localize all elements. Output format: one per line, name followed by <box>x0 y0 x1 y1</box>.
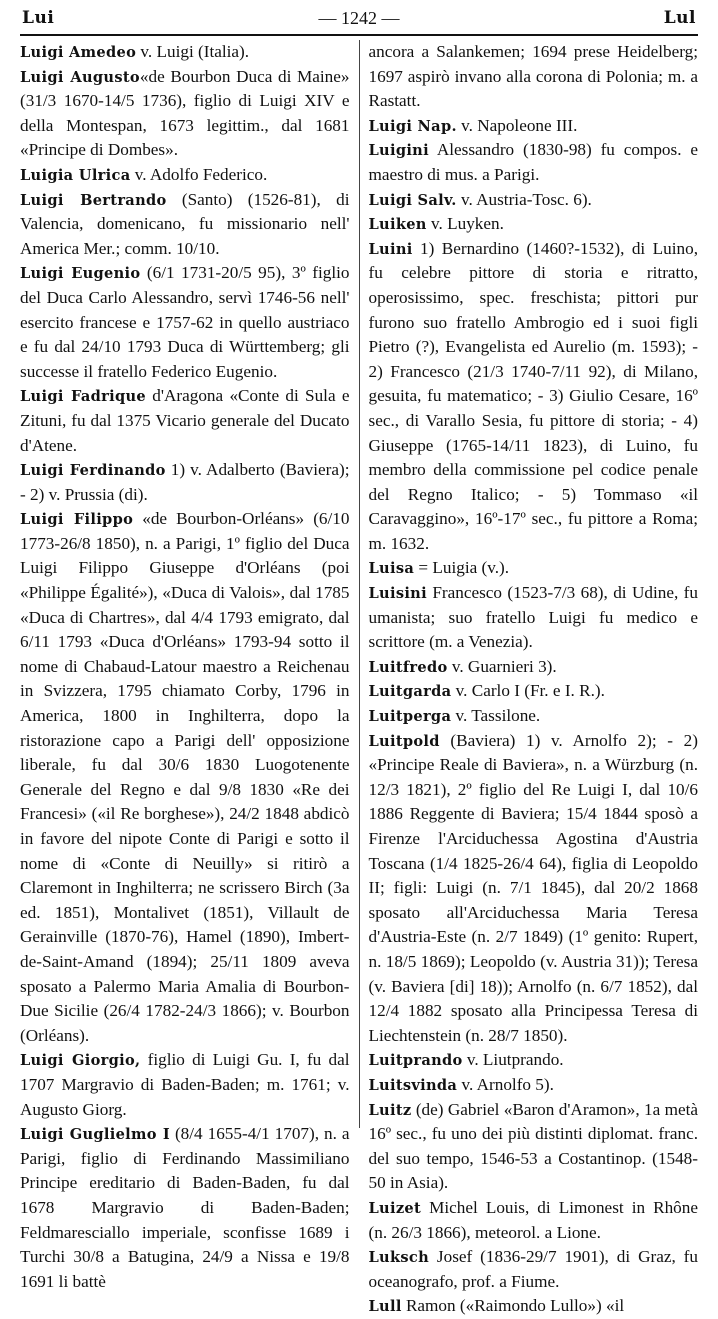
page-header <box>22 4 696 32</box>
entry-headword: Luizet <box>368 1199 422 1217</box>
entry-text: Ramon («Raimondo Lullo») «il <box>401 1296 625 1316</box>
entry-headword: Luigi Guglielmo I <box>20 1126 170 1144</box>
dictionary-entry <box>20 1122 350 1294</box>
dictionary-entry <box>369 237 699 557</box>
entry-headword: Luigi Augusto <box>20 68 140 86</box>
entry-headword: Luigi Giorgio, <box>20 1052 141 1070</box>
entry-text: (Baviera) 1) v. Arnolfo 2); - 2) «Principe Reale di Baviera», n. a Würzburg (n. 12/3 1821), 2º figlio del Re Luigi I, dal 10/6 1886 Reggente di Baviera; 15/4 1844 sposò a Firenze l'Arciduchessa Agostina d'Austria Toscana (1/4 1825-26/4 64), figlia di Leopoldo II; figli: Luigi (n. 7/1 1845), dal 20/2 1868 sposato all'Arciduchessa Maria Teresa d'Austria-Este (n. 2/7 1849) (1º genito: Rupert, n. 18/5 1869); Leopoldo (v. Austria 31)); Teresa (v. Baviera [di] 18)); Arnolfo (n. 6/7 1852), dal 12/4 1882 sposato alla Principessa Teresa di Liechtenstein (n. 28/7 1850). <box>368 730 698 1045</box>
dictionary-entry <box>369 1196 699 1245</box>
entry-headword: Luitgarda <box>368 683 452 701</box>
dictionary-entry <box>369 138 699 187</box>
entry-headword: Luitsvinda <box>368 1076 458 1094</box>
entry-text: v. Napoleone III. <box>456 115 578 135</box>
dictionary-entry <box>369 1098 699 1196</box>
entry-text: v. Austria-Tosc. 6). <box>456 189 592 209</box>
dictionary-entry <box>20 1048 350 1122</box>
dictionary-entry <box>20 65 350 163</box>
entry-text: Michel Louis, di Limonest in Rhône (n. 26/3 1866), meteorol. a Lione. <box>368 1197 698 1242</box>
dictionary-entry <box>20 458 350 507</box>
entry-text: ancora a Salankemen; 1694 prese Heidelberg; 1697 aspirò invano alla corona di Polonia; m. a Rastatt. <box>368 42 698 111</box>
entry-text: v. Luyken. <box>426 214 504 234</box>
dictionary-entry <box>369 1245 699 1294</box>
dictionary-entry <box>20 384 350 458</box>
entry-text: figlio di Luigi Gu. I, fu dal 1707 Margravio di Baden-Baden; m. 1761; v. Augusto Giorg. <box>20 1050 350 1119</box>
entry-headword: Luksch <box>368 1249 429 1267</box>
entry-headword: Luini <box>368 240 413 258</box>
running-head-left: Lui <box>22 8 55 28</box>
dictionary-entry <box>20 188 350 262</box>
entry-text: 1) v. Adalberto (Baviera); - 2) v. Prussia (di). <box>20 460 350 504</box>
entry-text: v. Arnolfo 5). <box>457 1074 554 1094</box>
dictionary-entry <box>369 40 699 114</box>
entry-text: 1) Bernardino (1460?-1532), di Luino, fu celebre pittore di storia e ritratto, operosissimo, spec. freschista; pittori pur furono suo fratello Ambrogio ed i suoi figli Pietro (?), Evangelista ed Aurelio (m. 1593); - 2) Francesco (21/3 1740-7/11 92), di Milano, gesuita, fu matematico; - 3) Giulio Cesare, 16º sec., di Varallo Sesia, fu pittore di storia; - 4) Giuseppe (1765-14/11 1823), di Luino, fu membro della commissione pel codice penale del Regno Italico; - 5) Tommaso «il Caravaggino», 16º-17º sec., fu pittore a Roma; m. 1632. <box>368 238 698 553</box>
dictionary-entry <box>369 1294 699 1319</box>
dictionary-entry <box>20 261 350 384</box>
dictionary-entry <box>369 581 699 655</box>
entry-headword: Luitfredo <box>368 658 448 676</box>
running-head-right: Lul <box>663 8 696 28</box>
entry-text: v. Tassilone. <box>451 706 541 726</box>
dictionary-entry <box>369 188 699 213</box>
entry-headword: Luitz <box>368 1101 412 1119</box>
entry-text: d'Aragona «Conte di Sula e Zituni, fu dal 1375 Vicario generale del Ducato d'Atene. <box>20 386 350 455</box>
entry-headword: Luitperga <box>368 708 452 726</box>
entry-headword: Luitpold <box>368 732 440 750</box>
dictionary-entry <box>20 40 350 65</box>
entry-headword: Luigi Fadrique <box>20 388 146 406</box>
entry-headword: Luitprando <box>368 1052 463 1070</box>
dictionary-columns <box>20 40 698 1316</box>
entry-text: Francesco (1523-7/3 68), di Udine, fu umanista; suo fratello Luigi fu medico e scrittore (m. a Venezia). <box>368 583 698 652</box>
entry-text: = Luigia (v.). <box>414 558 510 578</box>
dictionary-entry <box>369 556 699 581</box>
dictionary-entry <box>20 507 350 1048</box>
entry-headword: Luigi Eugenio <box>20 265 141 283</box>
entry-headword: Luigia Ulrica <box>20 166 131 184</box>
entry-headword: Lull <box>368 1298 402 1316</box>
right-column <box>359 40 699 1316</box>
entry-text: Alessandro (1830-98) fu compos. e maestro di mus. a Parigi. <box>368 140 698 184</box>
entry-text: «de Bourbon Duca di Maine» (31/3 1670-14/5 1736), figlio di Luigi XIV e della Montespan, 1673 legittim., dal 1681 «Principe di Dombes». <box>20 66 350 160</box>
dictionary-entry <box>369 729 699 1049</box>
header-rule <box>20 34 698 36</box>
entry-text: «de Bourbon-Orléans» (6/10 1773-26/8 1850), n. a Parigi, 1º figlio del Duca Luigi Filippo Giuseppe d'Orléans (poi «Philippe Égalité»), «Duca di Valois», dal 1785 «Duca di Chartres», dal 4/4 1793 emigrato, dal 6/11 1793 «Duca d'Orléans» 1793-94 sotto il nome di Chabaud-Latour maestro a Reichenau in Svizzera, 1795 chiamato Corby, 1796 in America, 1800 in Inghilterra, dopo la ristorazione capo a Parigi dell' opposizione liberale, fu dal 30/6 1830 Luogotenente Generale del Regno e dal 9/8 1830 «Re dei Francesi» («il Re borghese»), 24/2 1848 abdicò in favore del nipote Conte di Parigi e sotto il nome di «Conte di Neuilly» si ritirò a Claremont in Inghilterra; ne scrissero Birch (3a ed. 1851), Montalivet (1851), Villault de Gerainville (1870-76), Hamel (1890), Imbert-de-Saint-Amand (1894); 25/11 1809 aveva sposato a Palermo Maria Amalia di Bourbon-Due Sicilie (26/4 1782-24/3 1866); v. Bourbon (Orléans). <box>20 509 350 1045</box>
entry-text: v. Carlo I (Fr. e I. R.). <box>451 681 605 701</box>
dictionary-entry <box>20 163 350 188</box>
entry-text: v. Guarnieri 3). <box>447 656 557 676</box>
dictionary-entry <box>369 212 699 237</box>
dictionary-entry <box>369 655 699 680</box>
entry-headword: Luiken <box>368 216 427 234</box>
entry-text: (6/1 1731-20/5 95), 3º figlio del Duca Carlo Alessandro, servì 1746-56 nell' esercito francese e 1757-62 in quello austriaco e fu dal 24/10 1793 Duca di Württemberg; gli successe il fratello Federico Eugenio. <box>20 263 350 381</box>
entry-headword: Luigi Ferdinando <box>20 462 166 480</box>
entry-text: v. Liutprando. <box>462 1050 564 1070</box>
entry-text: (8/4 1655-4/1 1707), n. a Parigi, figlio di Ferdinando Massimiliano Principe ereditario di Baden-Baden, fu dal 1678 Margravio di Baden-Baden; Feldmaresciallo imperiale, sconfisse 1689 i Turchi 30/8 a Batugina, 24/9 a Nissa e 19/8 1691 li battè <box>20 1124 350 1291</box>
entry-text: (de) Gabriel «Baron d'Aramon», 1a metà 16º sec., fu uno dei più distinti diplomat. franc. del suo tempo, 1546-53 a Costantinop. (1548-50 in Asia). <box>368 1099 698 1193</box>
entry-headword: Luisa <box>368 560 415 578</box>
entry-text: Josef (1836-29/7 1901), di Graz, fu oceanografo, prof. a Fiume. <box>368 1247 698 1291</box>
entry-headword: Luisini <box>368 585 427 603</box>
entry-headword: Luigi Amedeo <box>20 44 137 61</box>
entry-headword: Luigini <box>368 142 429 160</box>
entry-text: v. Luigi (Italia). <box>136 42 250 61</box>
dictionary-entry <box>369 679 699 704</box>
entry-headword: Luigi Filippo <box>20 511 134 529</box>
dictionary-entry <box>369 1048 699 1073</box>
entry-text: v. Adolfo Federico. <box>130 164 268 184</box>
entry-headword: Luigi Nap. <box>368 117 457 135</box>
dictionary-entry <box>369 1073 699 1098</box>
entry-headword: Luigi Salv. <box>368 191 457 209</box>
left-column <box>20 40 359 1291</box>
entry-headword: Luigi Bertrando <box>20 191 167 209</box>
entry-text: (Santo) (1526-81), di Valencia, domenicano, fu missionario nell' America Mer.; comm. 10/10. <box>20 189 350 258</box>
dictionary-entry <box>369 114 699 139</box>
page-number: — 1242 — <box>318 7 400 28</box>
dictionary-entry <box>369 704 699 729</box>
